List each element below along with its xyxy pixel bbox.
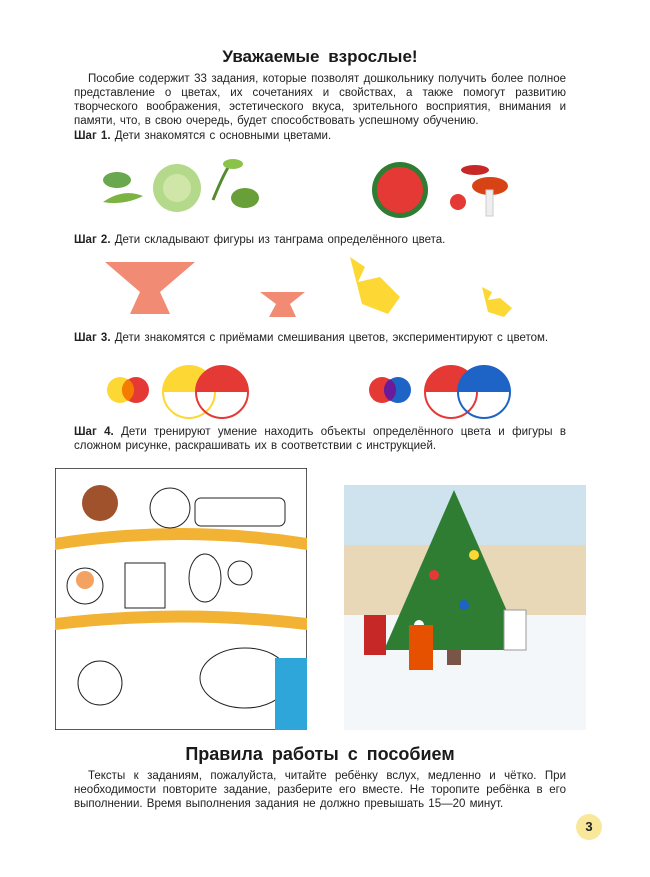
page-number-badge: 3 (576, 814, 602, 840)
color-mixing-circles (100, 362, 520, 422)
step-2-section (74, 233, 566, 247)
rules-heading: Правила работы с пособием (185, 744, 455, 764)
rules-section (74, 743, 566, 811)
vegetables-green-illustration (95, 150, 275, 220)
red-objects-illustration (370, 150, 530, 222)
step-label: Шаг 1. (74, 130, 111, 142)
step-text: Дети знакомятся с приёмами смешивания цветов, экспериментируют с цветом. (114, 332, 549, 344)
step-text: Дети тренируют умение находить объекты определённого цвета и фигуры в сложном рисунке, раскрашивать их в соответствии с инструкцией. (74, 426, 566, 452)
tangram-figures (100, 252, 520, 322)
winter-skating-picture (344, 485, 586, 730)
step-text: Дети знакомятся с основными цветами. (114, 130, 332, 142)
intro-paragraph (74, 72, 566, 128)
rules-text: Тексты к заданиям, пожалуйста, читайте ребёнку вслух, медленно и чётко. При необходимости повторите задание, разберите его вместе. Не торопите ребёнка в его выполнении. Время выполнения задания не должно превышать 15—20 минут. (74, 770, 566, 810)
rules-paragraph (74, 769, 566, 811)
step-label: Шаг 3. (74, 332, 111, 344)
step-3 (74, 331, 566, 345)
intro-text: Пособие содержит 33 задания, которые позволят дошкольнику получить более полное представление о цветах, их сочетаниях и свойствах, а также помогут развитию творческого воображения, эстетического вкуса, зрительного восприятия, внимания и памяти, что, в свою очередь, будет способствовать успешному обучению. (74, 73, 566, 127)
step-3-section (74, 331, 566, 345)
step-label: Шаг 4. (74, 426, 114, 438)
step-text: Дети складывают фигуры из танграма определённого цвета. (114, 234, 446, 246)
intro-section (74, 46, 566, 143)
page-title: Уважаемые взрослые! (222, 47, 418, 66)
toy-shelf-coloring-picture (55, 468, 307, 730)
step-4-section (74, 425, 566, 453)
step-label: Шаг 2. (74, 234, 111, 246)
step-4 (74, 425, 566, 453)
step-1 (74, 129, 566, 143)
step-2 (74, 233, 566, 247)
